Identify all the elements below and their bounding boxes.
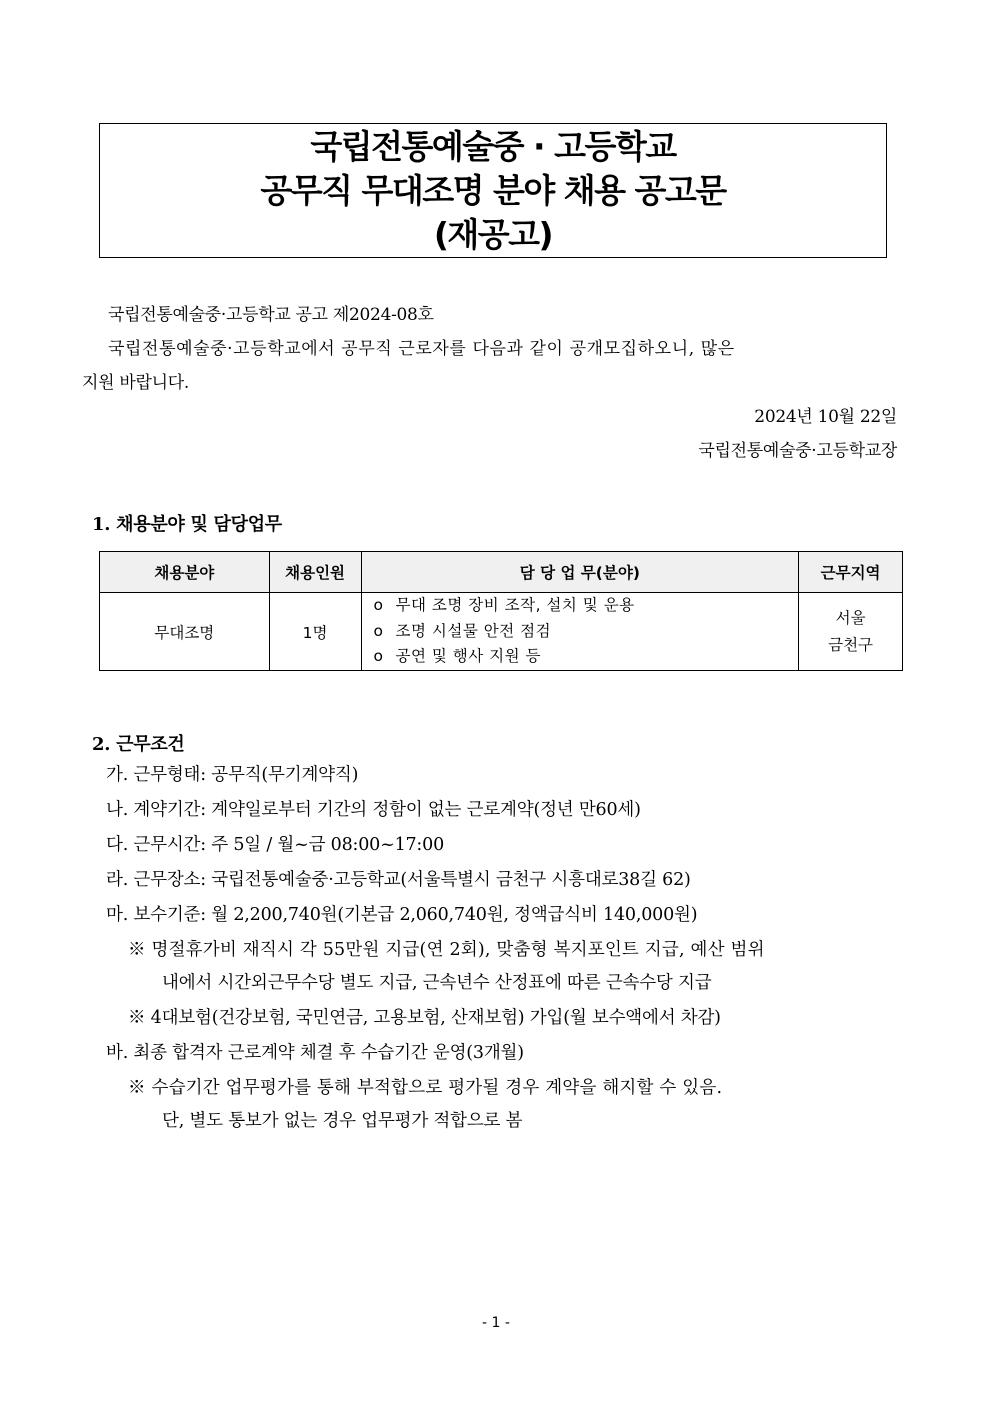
cell-duties [361,593,799,671]
intro-body-line1: 국립전통예술중·고등학교에서 공무직 근로자를 다음과 같이 공개모집하오니, 많은 [108,339,735,359]
section2-heading: 2. 근무조건 [92,734,185,755]
note-probation-line1: ※ 수습기간 업무평가를 통해 부적합으로 평가될 경우 계약을 해지할 수 있음. [128,1078,723,1098]
recruitment-table [99,551,903,671]
header-duties: 담 당 업 무(분야) [361,552,799,593]
bullet-circle-icon: o [373,621,384,640]
intro-body-line2: 지원 바랍니다. [82,373,189,393]
cell-count: 1명 [269,593,361,671]
title-line-position: 공무직 무대조명 분야 채용 공고문 [260,170,726,210]
bullet-circle-icon: o [373,596,384,615]
condition-work-place: 라. 근무장소: 국립전통예술중·고등학교(서울특별시 금천구 시흥대로38길 62) [106,870,691,890]
duty-item: o 조명 시설물 안전 점검 [374,619,799,645]
header-count: 채용인원 [269,552,361,593]
condition-probation: 바. 최종 합격자 근로계약 체결 후 수습기간 운영(3개월) [106,1043,524,1063]
cell-field: 무대조명 [100,593,270,671]
condition-employment-type: 가. 근무형태: 공무직(무기계약직) [106,765,359,785]
page-number: - 1 - [482,1315,510,1331]
duty-item: o 무대 조명 장비 조작, 설치 및 운용 [374,593,799,619]
bullet-circle-icon: o [373,647,384,666]
note-probation-line2: 단, 별도 통보가 없는 경우 업무평가 적합으로 봄 [162,1111,523,1131]
title-line-readvertisement: (재공고) [433,214,553,254]
notice-date: 2024년 10월 22일 [754,407,897,427]
document-title-box [99,123,887,258]
issuer: 국립전통예술중·고등학교장 [698,441,897,461]
header-field: 채용분야 [100,552,270,593]
duty-item: o 공연 및 행사 지원 등 [374,644,799,670]
table-row [100,593,903,671]
cell-location: 서울 금천구 [799,593,903,671]
condition-work-hours: 다. 근무시간: 주 5일 / 월~금 08:00~17:00 [106,835,445,855]
condition-contract-period: 나. 계약기간: 계약일로부터 기간의 정함이 없는 근로계약(정년 만60세) [106,800,641,820]
title-line-school: 국립전통예술중 · 고등학교 [310,126,676,166]
condition-salary: 마. 보수기준: 월 2,200,740원(기본급 2,060,740원, 정액급식비 140,000원) [106,905,698,925]
notice-number: 국립전통예술중·고등학교 공고 제2024-08호 [108,305,434,325]
note-insurance: ※ 4대보험(건강보험, 국민연금, 고용보험, 산재보험) 가입(월 보수액에서 차감) [128,1008,721,1028]
header-location: 근무지역 [799,552,903,593]
table-header-row [100,552,903,593]
section1-heading: 1. 채용분야 및 담당업무 [92,514,282,535]
note-allowances-line2: 내에서 시간외근무수당 별도 지급, 근속년수 산정표에 따른 근속수당 지급 [162,973,712,993]
note-allowances-line1: ※ 명절휴가비 재직시 각 55만원 지급(연 2회), 맞춤형 복지포인트 지급, 예산 범위 [128,940,765,960]
